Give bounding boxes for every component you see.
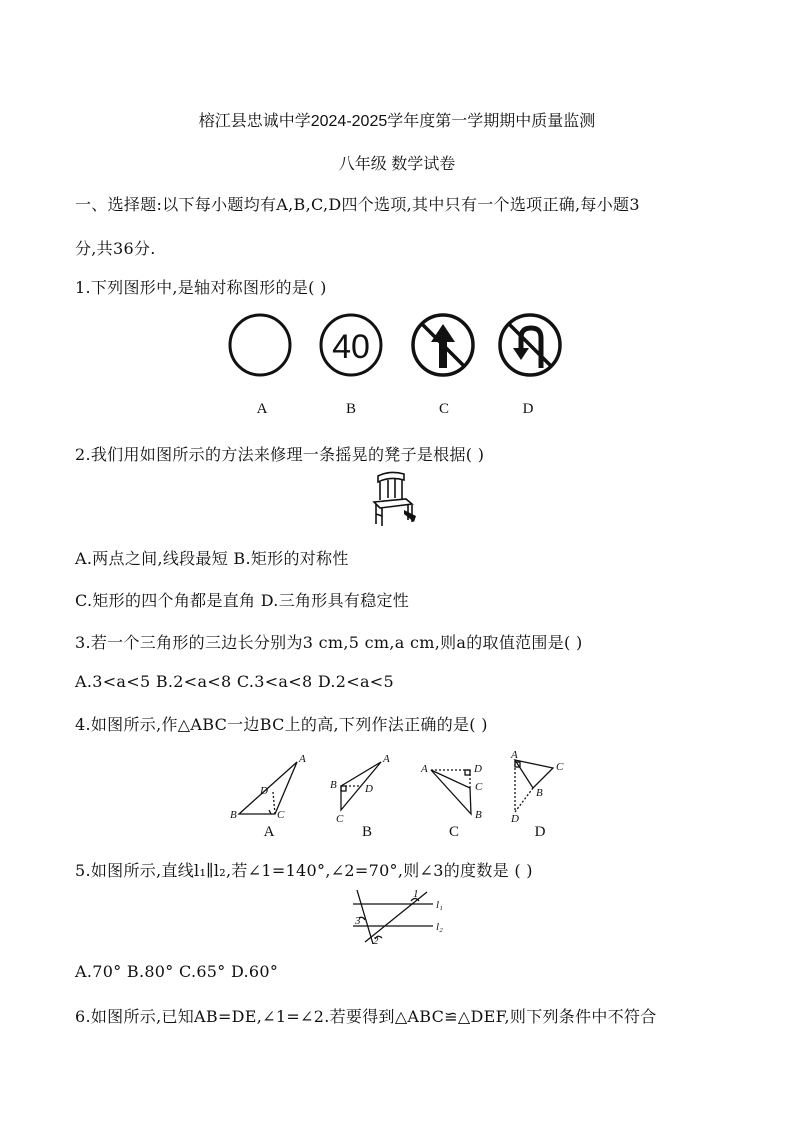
q2-stem: 2.我们用如图所示的方法来修理一条摇晃的凳子是根据( ): [75, 445, 485, 464]
q4-caption-d: D: [534, 824, 546, 840]
q1-sign-a: [230, 315, 290, 375]
q1-figures: [225, 314, 575, 424]
q4-a-label-b: B: [230, 809, 237, 821]
q4-figure-d: [515, 760, 553, 812]
q4-figures: [225, 748, 575, 843]
section-instruction-line1: 一、选择题:以下每小题均有A,B,C,D四个选项,其中只有一个选项正确,每小题3: [75, 195, 640, 214]
q5-figure: [345, 886, 455, 948]
q1-sign-d: [500, 315, 560, 375]
q4-caption-b: B: [361, 824, 373, 840]
q4-d-label-c: C: [556, 761, 564, 773]
q4-figure-b: [341, 762, 381, 810]
q1-label-d: D: [522, 401, 534, 417]
q6-stem: 6.如图所示,已知AB=DE,∠1=∠2.若要得到△ABC≌△DEF,则下列条件中不符合: [75, 1007, 657, 1026]
q3-stem: 3.若一个三角形的三边长分别为3 cm,5 cm,a cm,则a的取值范围是( ): [75, 633, 583, 652]
q3-options: A.3<a<5 B.2<a<8 C.3<a<8 D.2<a<5: [75, 672, 394, 691]
q1-sign-b: [321, 315, 381, 375]
q4-c-label-c: C: [475, 781, 483, 793]
q5-angle-2: 2: [373, 935, 379, 947]
q2-options-line1: A.两点之间,线段最短 B.矩形的对称性: [75, 549, 349, 568]
q4-c-label-b: B: [475, 809, 482, 821]
q4-a-label-c: C: [277, 809, 285, 821]
section-instruction-line2: 分,共36分.: [75, 239, 156, 258]
q4-stem: 4.如图所示,作△ABC一边BC上的高,下列作法正确的是( ): [75, 715, 488, 734]
q4-b-label-c: C: [336, 813, 344, 825]
chair-icon: [374, 472, 412, 526]
q1-label-c: C: [438, 401, 450, 417]
q1-stem: 1.下列图形中,是轴对称图形的是( ): [75, 278, 327, 297]
q1-sign-b-text: 40: [332, 328, 370, 366]
q5-label-l1: l₁: [436, 899, 443, 911]
q1-sign-c: [413, 315, 473, 375]
page-subtitle: 八年级 数学试卷: [338, 156, 456, 173]
q5-angle-1: 1: [413, 888, 419, 900]
q5-label-l2: l₂: [436, 921, 443, 933]
q4-caption-a: A: [263, 824, 275, 840]
q4-d-label-d: D: [511, 813, 519, 825]
page-title: 榕江县忠诚中学2024-2025学年度第一学期期中质量监测: [198, 113, 596, 130]
q4-a-label-a: A: [299, 753, 306, 765]
q4-c-label-a: A: [421, 763, 428, 775]
q4-d-label-a: A: [511, 749, 518, 761]
q4-caption-c: C: [448, 824, 460, 840]
q4-b-label-d: D: [365, 783, 373, 795]
q5-options: A.70° B.80° C.65° D.60°: [75, 962, 279, 981]
q4-b-label-a: A: [383, 753, 390, 765]
q5-angle-3: 3: [355, 915, 361, 927]
q2-chair-figure: [368, 470, 420, 528]
q4-c-label-d: D: [474, 763, 482, 775]
q5-stem: 5.如图所示,直线l₁∥l₂,若∠1=140°,∠2=70°,则∠3的度数是 ( ): [75, 861, 533, 880]
q4-b-label-b: B: [330, 779, 337, 791]
q4-a-label-d: D: [260, 785, 268, 797]
q4-figure-a: [239, 762, 297, 814]
q2-options-line2: C.矩形的四个角都是直角 D.三角形具有稳定性: [75, 591, 410, 610]
q4-figure-c: [431, 770, 471, 814]
q1-label-b: B: [345, 401, 357, 417]
q4-d-label-b: B: [536, 787, 543, 799]
q1-label-a: A: [256, 401, 268, 417]
